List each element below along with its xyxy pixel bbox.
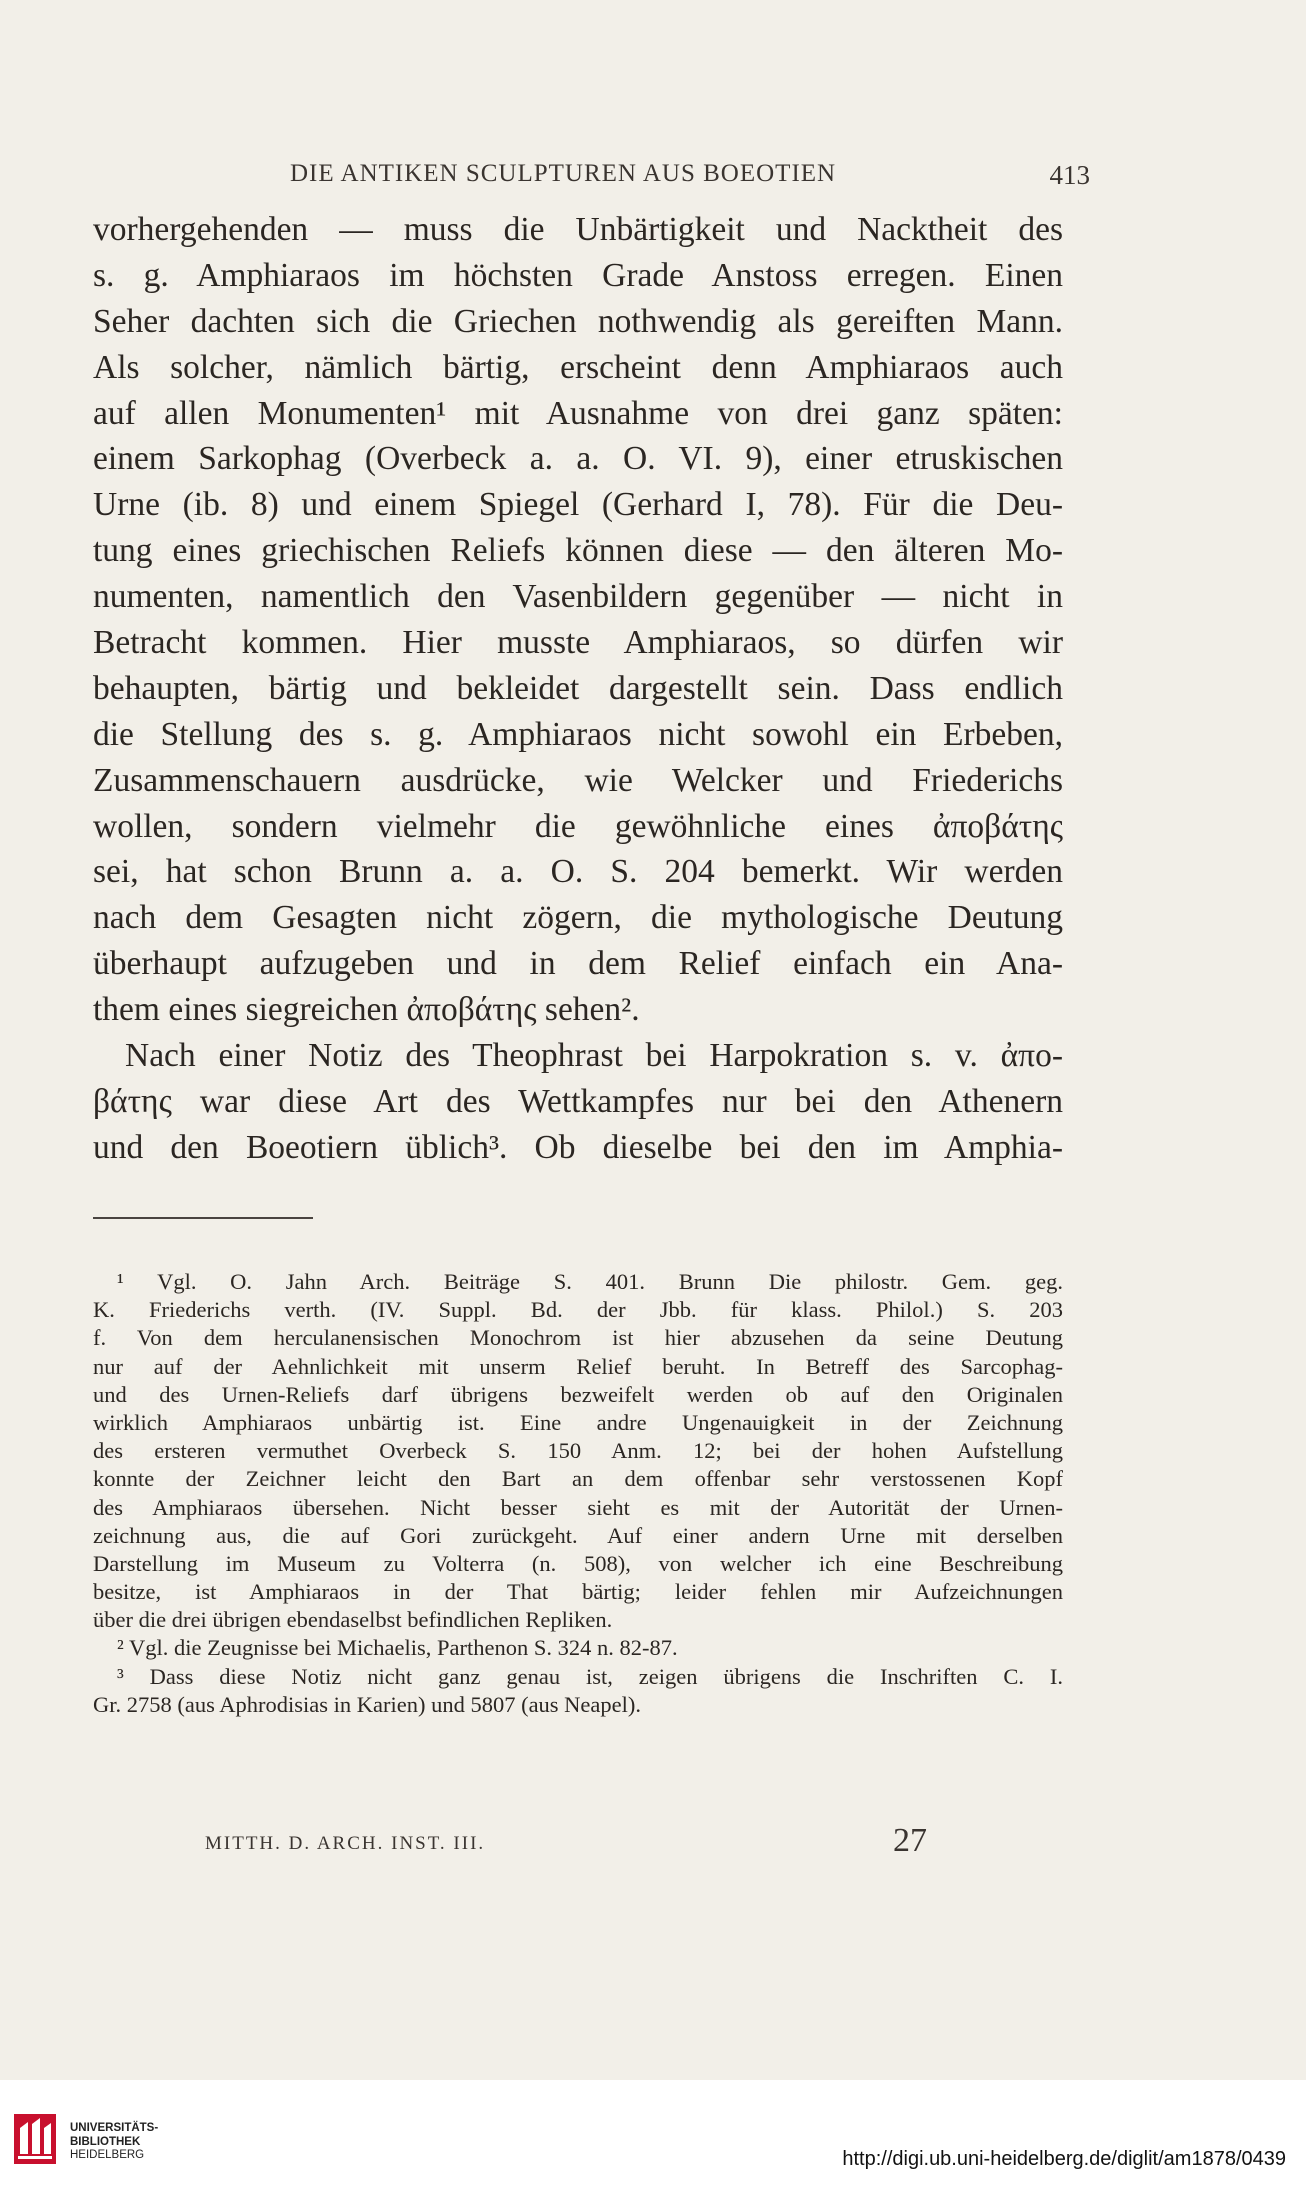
sheet-number: 27 — [893, 1822, 927, 1859]
footnote-line: besitze, ist Amphiaraos in der That bärtig; leider fehlen mir Aufzeichnungen — [93, 1579, 1063, 1605]
footnote-line: wirklich Amphiaraos unbärtig ist. Eine andre Ungenauigkeit in der Zeichnung — [93, 1409, 1063, 1435]
viewer-footer — [0, 2080, 1306, 2198]
body-line: Seher dachten sich die Griechen nothwendig als gereiften Mann. — [93, 302, 1063, 340]
footnote-line: konnte der Zeichner leicht den Bart an dem offenbar sehr verstossenen Kopf — [93, 1466, 1063, 1492]
body-line: tung eines griechischen Reliefs können diese — den älteren Mo- — [93, 532, 1063, 570]
running-title: DIE ANTIKEN SCULPTUREN AUS BOEOTIEN — [290, 160, 837, 187]
page-number: 413 — [1049, 160, 1090, 190]
source-url-link[interactable]: http://digi.ub.uni-heidelberg.de/diglit/am1878/0439 — [842, 2148, 1286, 2170]
footnote-line: ¹ Vgl. O. Jahn Arch. Beiträge S. 401. Brunn Die philostr. Gem. geg. — [117, 1269, 1063, 1294]
body-line: βάτης war diese Art des Wettkampfes nur bei den Athenern — [93, 1082, 1063, 1120]
footnote-line: ² Vgl. die Zeugnisse bei Michaelis, Parthenon S. 324 n. 82-87. — [117, 1635, 678, 1661]
footnote-line: des Amphiaraos übersehen. Nicht besser sieht es mit der Autorität der Urnen- — [93, 1494, 1063, 1520]
library-name-line: UNIVERSITÄTS- — [70, 2122, 159, 2134]
footnote-line: des ersteren vermuthet Overbeck S. 150 Anm. 12; bei der hohen Aufstellung — [93, 1438, 1063, 1464]
running-head — [85, 160, 1090, 200]
library-name-line: BIBLIOTHEK — [70, 2135, 141, 2148]
body-line: behaupten, bärtig und bekleidet dargestellt sein. Dass endlich — [93, 669, 1063, 707]
library-name-line: HEIDELBERG — [70, 2149, 145, 2161]
footnote-line: nur auf der Aehnlichkeit mit unserm Relief beruht. In Betreff des Sarcophag- — [93, 1353, 1063, 1379]
printer-signature: MITTH. D. ARCH. INST. III. — [205, 1833, 486, 1854]
footnote-line: Darstellung im Museum zu Volterra (n. 508), von welcher ich eine Beschreibung — [93, 1550, 1063, 1576]
heidelberg-library-logo-icon — [14, 2114, 56, 2164]
body-line: auf allen Monumenten¹ mit Ausnahme von drei ganz späten: — [93, 394, 1063, 432]
footnotes — [93, 1268, 1063, 1719]
body-line: vorhergehenden — muss die Unbärtigkeit und Nacktheit des — [93, 211, 1063, 248]
body-line: nach dem Gesagten nicht zögern, die mythologische Deutung — [93, 899, 1063, 937]
footnote-line: zeichnung aus, die auf Gori zurückgeht. Auf einer andern Urne mit derselben — [93, 1522, 1063, 1548]
footnote-line: Gr. 2758 (aus Aphrodisias in Karien) und 5807 (aus Neapel). — [93, 1691, 642, 1717]
footnote-line: über die drei übrigen ebendaselbst befindlichen Repliken. — [93, 1607, 613, 1633]
body-line: überhaupt aufzugeben und in dem Relief einfach ein Ana- — [93, 945, 1063, 983]
body-line: them eines siegreichen ἀποβάτης sehen². — [93, 991, 640, 1029]
body-line: Betracht kommen. Hier musste Amphiaraos, so dürfen wir — [93, 624, 1063, 662]
footnote-line: und des Urnen-Reliefs darf übrigens bezweifelt werden ob auf den Originalen — [93, 1381, 1063, 1407]
footnote-line: f. Von dem herculanensischen Monochrom ist hier abzusehen da seine Deutung — [93, 1325, 1063, 1351]
footnote-rule — [93, 1217, 313, 1219]
body-line: Als solcher, nämlich bärtig, erscheint denn Amphiaraos auch — [93, 348, 1063, 386]
body-line: wollen, sondern vielmehr die gewöhnliche eines ἀποβάτης — [93, 807, 1063, 845]
body-line: die Stellung des s. g. Amphiaraos nicht sowohl ein Erbeben, — [93, 715, 1063, 753]
body-text — [93, 207, 1063, 1171]
body-line: Zusammenschauern ausdrücke, wie Welcker und Friederichs — [93, 761, 1063, 799]
body-line: und den Boeotiern üblich³. Ob dieselbe bei den im Amphia- — [93, 1128, 1063, 1166]
body-line: Nach einer Notiz des Theophrast bei Harpokration s. v. ἀπο- — [125, 1037, 1063, 1075]
library-name — [70, 2122, 158, 2163]
footnote-line: K. Friederichs verth. (IV. Suppl. Bd. der Jbb. für klass. Philol.) S. 203 — [93, 1297, 1063, 1323]
body-line: einem Sarkophag (Overbeck a. a. O. VI. 9), einer etruskischen — [93, 440, 1063, 478]
footnote-line: ³ Dass diese Notiz nicht ganz genau ist, zeigen übrigens die Inschriften C. I. — [117, 1663, 1063, 1689]
body-line: sei, hat schon Brunn a. a. O. S. 204 bemerkt. Wir werden — [93, 853, 1063, 891]
body-line: s. g. Amphiaraos im höchsten Grade Anstoss erregen. Einen — [93, 256, 1063, 294]
body-line: Urne (ib. 8) und einem Spiegel (Gerhard I, 78). Für die Deu- — [93, 486, 1063, 524]
body-line: numenten, namentlich den Vasenbildern gegenüber — nicht in — [93, 578, 1063, 616]
